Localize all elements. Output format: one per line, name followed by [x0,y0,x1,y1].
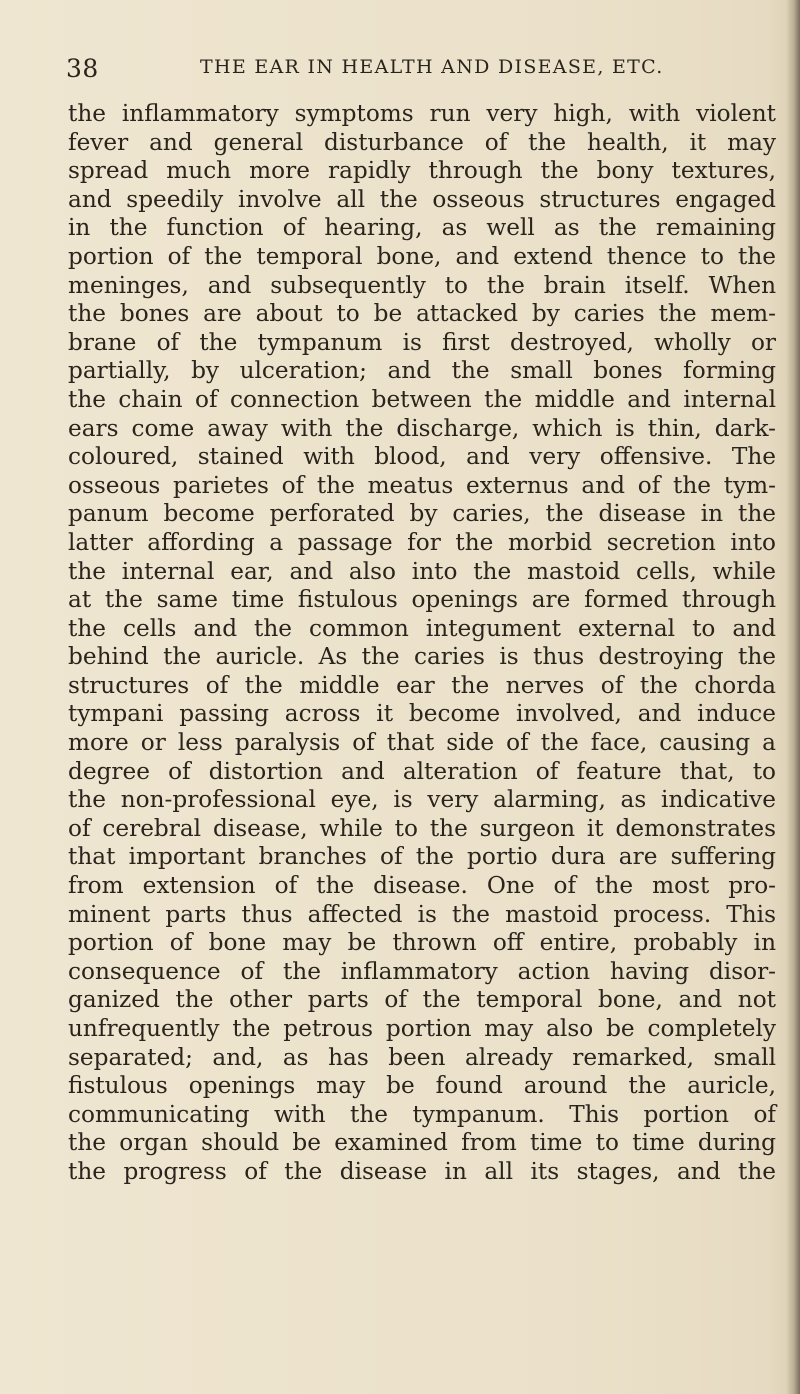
text-line: unfrequently the petrous portion may also be completely [68,1015,776,1042]
text-line: minent parts thus affected is the mastoid process. This [68,900,776,928]
text-line: osseous parietes of the meatus externus and of the tym- [68,471,776,499]
text-line: fistulous openings may be found around the auricle, [68,1072,776,1100]
text-line: in the function of hearing, as well as the remaining [68,214,776,242]
text-line: from extension of the disease. One of the most pro- [68,872,776,900]
running-head: THE EAR IN HEALTH AND DISEASE, ETC. [200,56,664,78]
text-line: spread much more rapidly through the bony textures, [68,157,776,185]
text-line: degree of distortion and alteration of feature that, to [68,757,776,785]
text-line: the inflammatory symptoms run very high, with violent [68,100,776,127]
body-text [68,100,776,1187]
page-header [0,54,790,90]
text-line: ganized the other parts of the temporal bone, and not [68,986,776,1014]
text-line: coloured, stained with blood, and very offensive. The [68,443,776,471]
text-line: structures of the middle ear the nerves of the chorda [68,671,776,699]
text-line: portion of the temporal bone, and extend thence to the [68,242,776,270]
text-line: behind the auricle. As the caries is thus destroying the [68,643,776,671]
text-line: latter affording a passage for the morbid secretion into [68,528,776,556]
text-line: at the same time fistulous openings are formed through [68,586,776,614]
text-line: the progress of the disease in all its stages, and the [68,1157,776,1185]
text-line: separated; and, as has been already remarked, small [68,1043,776,1071]
page-edge-shadow [786,0,800,1394]
text-line: brane of the tympanum is first destroyed, wholly or [68,328,776,356]
text-line: of cerebral disease, while to the surgeon it demonstrates [68,814,776,842]
text-line: more or less paralysis of that side of the face, causing a [68,729,776,757]
text-line: the non-professional eye, is very alarming, as indicative [68,786,776,814]
text-line: fever and general disturbance of the health, it may [68,128,776,156]
text-line: that important branches of the portio dura are suffering [68,843,776,871]
text-line: portion of bone may be thrown off entire, probably in [68,929,776,957]
text-line: the cells and the common integument external to and [68,614,776,642]
text-line: meninges, and subsequently to the brain itself. When [68,271,776,299]
text-line: the internal ear, and also into the mastoid cells, while [68,557,776,585]
text-line: the bones are about to be attacked by caries the mem- [68,300,776,328]
text-line: and speedily involve all the osseous structures engaged [68,185,776,213]
text-line: the organ should be examined from time to time during [68,1129,776,1157]
text-line: partially, by ulceration; and the small bones forming [68,357,776,385]
text-line: consequence of the inflammatory action having disor- [68,957,776,985]
text-line: tympani passing across it become involved, and induce [68,700,776,728]
text-line: communicating with the tympanum. This portion of [68,1100,776,1128]
text-line: the chain of connection between the middle and internal [68,385,776,413]
text-line: panum become perforated by caries, the disease in the [68,500,776,528]
text-line: ears come away with the discharge, which is thin, dark- [68,414,776,442]
page-number: 38 [66,54,99,83]
